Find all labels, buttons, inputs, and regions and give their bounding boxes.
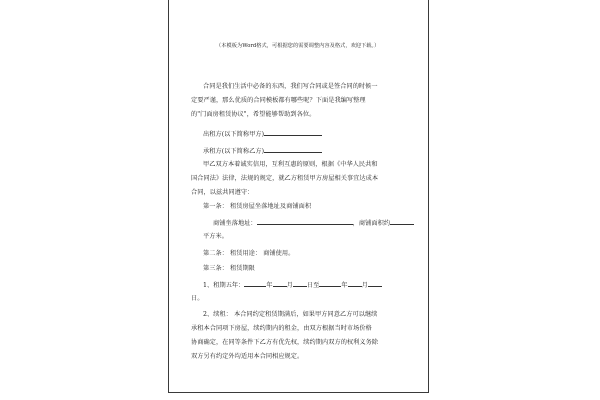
lessee-label: 承租方(以下简称乙方) [203,148,265,155]
address-blank [257,218,353,225]
intro-line-1: 合同是我们生活中必备的东西，我们写合同或是签合同的时候一 [203,83,378,90]
address-label: 商铺坐落地址： [213,220,257,227]
preamble-line-3: 合同，以兹共同遵守： [191,189,254,196]
term-day1: 日至 [306,282,320,289]
term-month1: 月 [286,282,293,289]
lessor-line [203,129,322,139]
header-note: （本模板为Word格式，可根据您的需要调整内容及格式，欢迎下载。） [216,43,380,49]
term-blank-month1 [273,280,287,287]
article1-address-line [213,218,414,228]
lessor-label: 出租方(以下简称甲方) [203,131,265,138]
term-blank-day1 [293,280,307,287]
article3-title: 第三条： 租赁期限 [203,265,255,272]
term-line-end: 日。 [191,295,204,302]
term-year2: 年 [341,282,348,289]
intro-line-2: 定要严谨，那么优质的合同模板都有哪些呢？下面是我编写整理 [191,97,366,104]
term-month2: 月 [361,282,368,289]
renewal-line-2: 承租本合同项下房屋，续约期内的租金，由双方根据当时市场价格 [191,325,372,332]
term-blank-month2 [348,280,362,287]
area-blank [390,218,414,225]
area-label: ，商铺面积约 [352,220,391,227]
article1-unit: 平方米。 [203,233,228,240]
renewal-line-4: 双方另有约定外均适用本合同相应规定。 [191,353,304,360]
article1-title: 第一条： 租赁房屋坐落地址及商铺面积 [203,203,312,210]
article2-title: 第二条： 租赁用途： 商铺使用。 [203,250,295,257]
term-line [203,280,382,290]
term-blank-year2 [319,280,341,287]
document-page [168,0,429,393]
preamble-line-2: 国合同法》法律，法规的规定，就乙方租赁甲方房屋相关事宜达成本 [191,175,379,182]
renewal-line-1: 2、续租： 本合同约定租赁期满后，如果甲方同意乙方可以继续 [203,311,378,318]
preamble-line-1: 甲乙双方本着诚实信用，互利互惠的原则，根据《中华人民共和 [203,161,378,168]
term-blank-day2 [368,280,382,287]
intro-line-3: 的"门面房租赁协议"，希望能够帮助到各位。 [191,111,316,118]
term-blank-year1 [244,280,266,287]
term-prefix: 1、租期五年： [203,282,245,289]
lessor-blank [264,129,322,136]
renewal-line-3: 协商确定，在同等条件下乙方有优先权，续约期内双方的权利义务除 [191,339,379,346]
lessee-line [203,146,322,156]
lessee-blank [264,146,322,153]
term-year1: 年 [266,282,273,289]
